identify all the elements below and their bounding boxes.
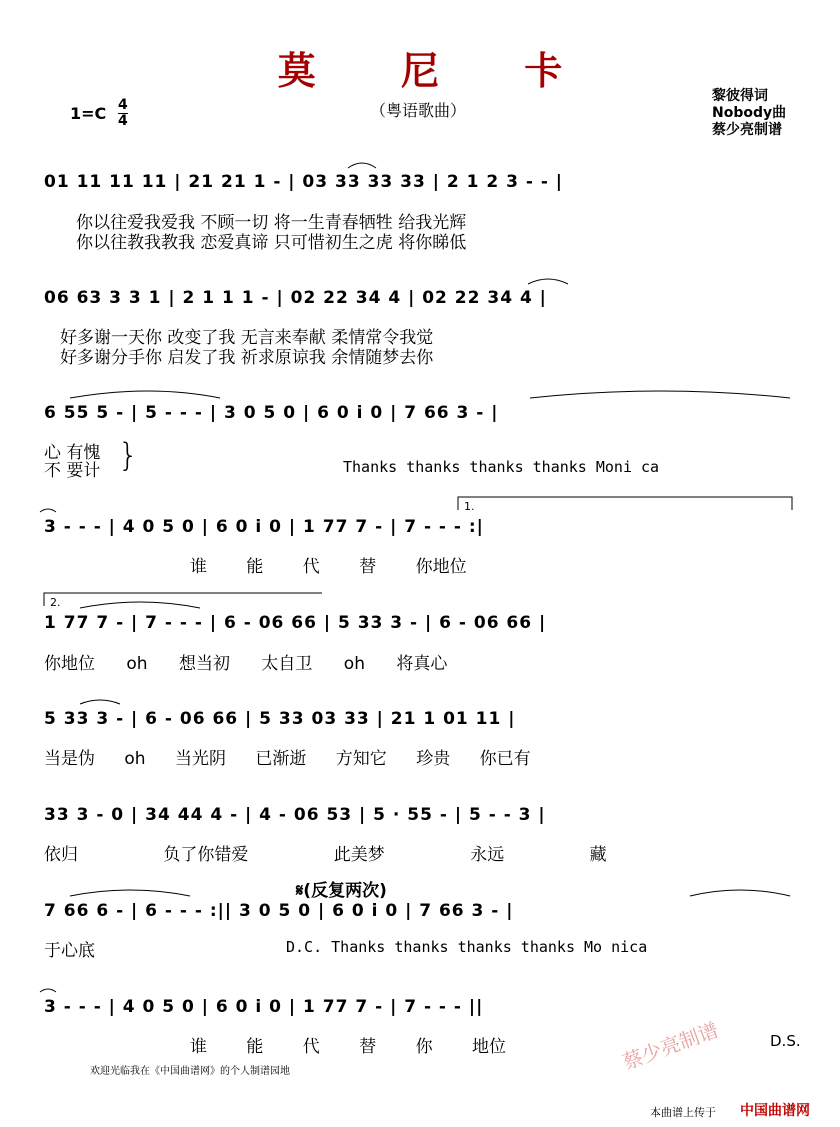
ds-marking: D.S. [770, 1032, 801, 1050]
notation-row-6: 5 33 3 - | 6 - 06 66 | 5 33 03 33 | 21 1 01 11 | [44, 709, 516, 729]
notation-row-3: 6 55 5 - | 5 - - - | 3 0 5 0 | 6 0 i 0 | 7 66 3 - | [44, 403, 499, 423]
lyric-row-9: 谁 能 代 替 你 地位 [190, 1037, 507, 1057]
watermark: 蔡少亮制谱 [619, 1017, 722, 1075]
song-genre: （粤语歌曲） [370, 101, 467, 120]
time-signature: 4 4 [118, 97, 128, 129]
lyric-row-2b: 好多谢分手你 启发了我 祈求原谅我 余情随梦去你 [60, 348, 434, 368]
notation-row-1: 01 11 11 11 | 21 21 1 - | 03 33 33 33 | 2 1 2 3 - - | [44, 172, 564, 192]
english-lyric-row-8: D.C. Thanks thanks thanks thanks Mo nica [286, 938, 648, 956]
lyric-row-7: 依归 负了你错爱 此美梦 永远 藏 [44, 845, 607, 865]
lyric-row-4: 谁 能 代 替 你地位 [190, 557, 467, 577]
lyric-row-1b: 你以往教我教我 恋爱真谛 只可惜初生之虎 将你睇低 [76, 233, 467, 253]
notation-row-4: 3 - - - | 4 0 5 0 | 6 0 i 0 | 1 77 7 - | 7 - - - :| [44, 517, 484, 537]
lyric-row-6: 当是伪 oh 当光阴 已渐逝 方知它 珍贵 你已有 [44, 749, 531, 769]
lyric-row-1a: 你以往爱我爱我 不顾一切 将一生青春牺牲 给我光辉 [76, 213, 467, 233]
brace-icon: } [118, 436, 139, 474]
lyric-row-2a: 好多谢一天你 改变了我 无言来奉献 柔情常令我觉 [60, 328, 434, 348]
notation-row-5: 1 77 7 - | 7 - - - | 6 - 06 66 | 5 33 3 - | 6 - 06 66 | [44, 613, 547, 633]
english-lyric-row-3: Thanks thanks thanks thanks Moni ca [343, 458, 660, 476]
lyric-row-3a: 心 有愧 [44, 443, 101, 463]
lyric-row-3b: 不 要计 [44, 461, 101, 481]
volta-2: 2. [50, 596, 61, 609]
notation-row-7: 33 3 - 0 | 34 44 4 - | 4 - 06 53 | 5 · 55 - | 5 - - 3 | [44, 805, 546, 825]
volta-1: 1. [464, 500, 475, 513]
notation-row-2: 06 63 3 3 1 | 2 1 1 1 - | 02 22 34 4 | 02 22 34 4 | [44, 288, 547, 308]
composer: Nobody曲 [712, 105, 787, 121]
upload-note: 本曲谱上传于 [650, 1106, 716, 1119]
key-signature: 1=C [70, 104, 107, 123]
song-title: 莫 尼 卡 [277, 49, 599, 93]
notation-row-9: 3 - - - | 4 0 5 0 | 6 0 i 0 | 1 77 7 - | 7 - - - || [44, 997, 484, 1017]
segno-instruction: 𝄋(反复两次) [296, 881, 387, 901]
lyric-row-8: 于心底 [44, 941, 95, 961]
transcriber: 蔡少亮制谱 [712, 122, 782, 138]
site-logo[interactable]: 中国曲谱网 [740, 1103, 810, 1119]
footer-note: 欢迎光临我在《中国曲谱网》的个人制谱园地 [90, 1066, 290, 1077]
lyric-row-5: 你地位 oh 想当初 太自卫 oh 将真心 [44, 654, 448, 674]
lyricist: 黎彼得词 [712, 88, 768, 104]
notation-row-8: 7 66 6 - | 6 - - - :|| 3 0 5 0 | 6 0 i 0 | 7 66 3 - | [44, 901, 514, 921]
